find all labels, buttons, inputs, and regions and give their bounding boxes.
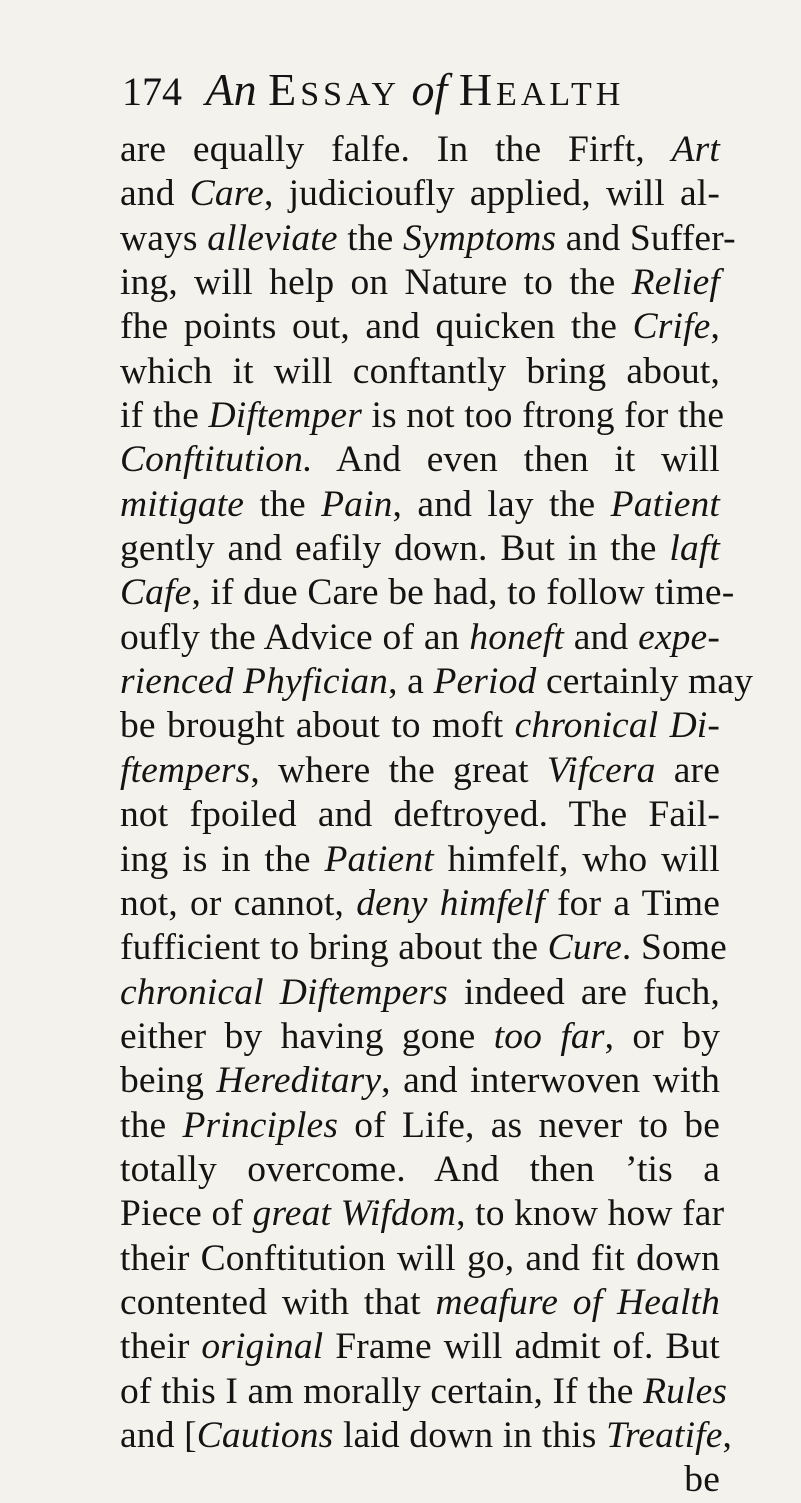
text-line bbox=[120, 793, 720, 837]
text-line bbox=[120, 571, 735, 615]
text-run: totally overcome. And then ’tis a bbox=[120, 1148, 720, 1190]
italic-run: Cautions bbox=[196, 1414, 334, 1456]
text-run: , where the great bbox=[250, 749, 547, 791]
text-run: oufly the Advice of an bbox=[120, 616, 470, 658]
text-run: their Conftitution will go, and fit down bbox=[120, 1237, 720, 1279]
italic-run: deny himfelf bbox=[356, 882, 545, 924]
header-an: An bbox=[205, 64, 257, 115]
italic-run: ftempers bbox=[120, 749, 251, 791]
italic-run: alleviate bbox=[207, 217, 338, 259]
text-line bbox=[120, 394, 725, 438]
text-run: himfelf, who will bbox=[433, 838, 721, 880]
text-line bbox=[120, 261, 720, 305]
text-line bbox=[120, 1458, 720, 1502]
text-run: ing is in the bbox=[120, 838, 325, 880]
text-run: either by having gone bbox=[120, 1015, 494, 1057]
text-run: fufficient to bring about the bbox=[120, 927, 548, 969]
text-run: , bbox=[710, 306, 720, 348]
text-line bbox=[120, 926, 727, 970]
text-run: , to know how far bbox=[456, 1193, 725, 1235]
running-header bbox=[122, 62, 722, 123]
italic-run: Conftitution. bbox=[120, 439, 313, 481]
text-run: fhe points out, and quicken the bbox=[120, 306, 633, 348]
text-run: , a bbox=[388, 661, 434, 703]
italic-run: Crife bbox=[632, 306, 711, 348]
text-line bbox=[120, 616, 720, 660]
header-essay-initial: E bbox=[268, 64, 301, 115]
text-run: contented with that bbox=[120, 1281, 436, 1323]
italic-run: Relief bbox=[631, 262, 720, 304]
text-line bbox=[120, 1104, 720, 1148]
italic-run: Rules bbox=[643, 1370, 728, 1412]
header-essay-rest: SSAY bbox=[300, 76, 401, 113]
text-run: not, or cannot, bbox=[120, 882, 357, 924]
italic-run: mitigate bbox=[120, 483, 245, 525]
italic-run: Principles bbox=[182, 1104, 339, 1146]
text-run: are bbox=[655, 749, 720, 791]
text-line bbox=[120, 128, 720, 172]
header-of: of bbox=[411, 64, 448, 115]
text-line bbox=[120, 172, 720, 216]
text-run: , bbox=[722, 1414, 733, 1456]
text-run: , judicioufly applied, will al- bbox=[263, 173, 720, 215]
text-run: and [ bbox=[120, 1414, 197, 1456]
text-run: the bbox=[120, 1104, 183, 1146]
italic-run: laft bbox=[669, 528, 720, 570]
text-line bbox=[120, 660, 754, 704]
italic-run: Art bbox=[671, 129, 720, 170]
italic-run: Cafe bbox=[120, 572, 192, 614]
italic-run: Care bbox=[189, 173, 264, 215]
text-run: of Life, as never to be bbox=[338, 1104, 721, 1146]
text-run: the bbox=[337, 217, 403, 259]
text-run: of this I am morally certain, If the bbox=[120, 1370, 644, 1412]
italic-run: expe- bbox=[638, 616, 720, 658]
text-line bbox=[120, 438, 720, 482]
text-line bbox=[120, 971, 720, 1015]
page-number: 174 bbox=[122, 69, 182, 114]
text-line bbox=[120, 749, 720, 793]
italic-run: chronical Diftempers bbox=[120, 971, 448, 1013]
italic-run: Pain bbox=[321, 483, 393, 525]
text-run: laid down in this bbox=[333, 1414, 607, 1456]
text-run: , and lay the bbox=[392, 483, 611, 525]
text-run: the bbox=[244, 483, 322, 525]
text-run: be brought about to moft bbox=[120, 705, 515, 747]
italic-run: Treatife bbox=[606, 1414, 723, 1456]
text-run: Piece of bbox=[120, 1193, 253, 1235]
text-run: ways bbox=[120, 217, 208, 259]
italic-run: Patient bbox=[324, 838, 434, 880]
header-health-rest: EALTH bbox=[496, 76, 625, 113]
text-run: , and interwoven with bbox=[381, 1060, 720, 1102]
italic-run: Hereditary bbox=[216, 1060, 382, 1102]
italic-run: too far bbox=[493, 1015, 605, 1057]
italic-run: Symptoms bbox=[403, 217, 557, 259]
text-line bbox=[120, 305, 720, 349]
italic-run: Diftemper bbox=[208, 395, 362, 437]
text-line bbox=[120, 1148, 720, 1192]
text-line bbox=[120, 1015, 720, 1059]
text-run: not fpoiled and deftroyed. The Fail- bbox=[120, 794, 720, 836]
header-health-initial: H bbox=[458, 64, 497, 115]
text-run: gently and eafily down. But in the bbox=[120, 528, 670, 570]
body-text bbox=[120, 128, 754, 1503]
text-line bbox=[120, 350, 720, 394]
italic-run: Patient bbox=[610, 483, 720, 525]
text-line bbox=[120, 1370, 728, 1414]
text-run: for a Time bbox=[544, 882, 720, 924]
italic-run: Cure bbox=[547, 927, 622, 969]
text-line bbox=[120, 882, 720, 926]
italic-run: chronical Di- bbox=[514, 705, 721, 747]
text-run: and bbox=[120, 173, 190, 215]
text-run: be bbox=[684, 1459, 720, 1501]
text-run: And even then it will bbox=[312, 439, 720, 481]
text-line bbox=[120, 1059, 720, 1103]
text-line bbox=[120, 1281, 720, 1325]
text-line bbox=[120, 1325, 720, 1369]
text-run: if the bbox=[120, 395, 209, 437]
italic-run: Vifcera bbox=[546, 749, 656, 791]
text-run: and Suffer- bbox=[556, 217, 736, 259]
text-line bbox=[120, 527, 720, 571]
text-run: certainly may bbox=[536, 661, 754, 703]
text-run: , or by bbox=[604, 1015, 721, 1057]
text-run: are equally falfe. In the Firft, bbox=[120, 129, 672, 170]
text-run: , if due Care be had, to follow time- bbox=[191, 572, 735, 614]
text-run: and bbox=[563, 616, 639, 658]
text-run: ing, will help on Nature to the bbox=[120, 262, 632, 304]
text-line bbox=[120, 1414, 733, 1458]
text-run: their bbox=[120, 1326, 202, 1368]
text-line bbox=[120, 1192, 725, 1236]
italic-run: meafure of Health bbox=[435, 1281, 720, 1323]
text-line bbox=[120, 1237, 720, 1281]
italic-run: Period bbox=[433, 661, 537, 703]
text-run: Frame will admit of. But bbox=[323, 1326, 720, 1368]
text-run: which it will conftantly bring about, bbox=[120, 350, 720, 392]
text-run: indeed are fuch, bbox=[447, 971, 720, 1013]
text-line bbox=[120, 483, 720, 527]
italic-run: original bbox=[201, 1326, 324, 1368]
text-run: being bbox=[120, 1060, 217, 1102]
italic-run: honeft bbox=[469, 616, 564, 658]
text-line bbox=[120, 704, 720, 748]
text-line bbox=[120, 838, 720, 882]
italic-run: rienced Phyfician bbox=[120, 661, 389, 703]
italic-run: great Wifdom bbox=[252, 1193, 457, 1235]
text-run: is not too ftrong for the bbox=[361, 395, 725, 437]
text-line bbox=[120, 217, 736, 261]
text-run: . Some bbox=[621, 927, 727, 969]
